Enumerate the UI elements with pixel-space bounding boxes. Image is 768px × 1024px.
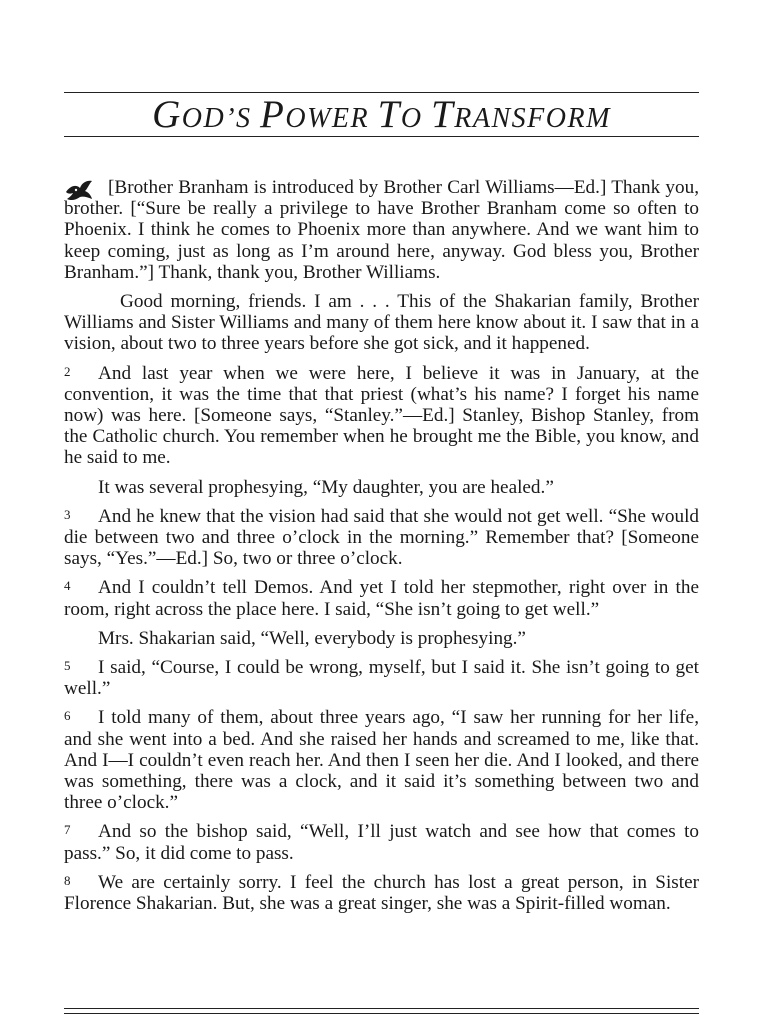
title-part: T [377,93,401,136]
paragraph-numbered: 3 And he knew that the vision had said that she would not get well. “She would die between two and three o’clock in the morning.” Remember that? [Someone says, “Yes.”—Ed.] So, two or three o’clock. [64,505,699,570]
paragraph-text: We are certainly sorry. I feel the church has lost a great person, in Sister Florence Shakarian. But, she was a great singer, she was a Spirit-filled woman. [64,871,699,915]
paragraph-numbered: 4 And I couldn’t tell Demos. And yet I told her stepmother, right over in the room, right across the place here. I said, “She isn’t going to get well.” [64,577,699,620]
paragraph: Good morning, friends. I am . . . This of the Shakarian family, Brother Williams and Sister Williams and many of them here know about it. I saw that in a vision, about two to three years before she got sick, and it happened. [64,291,699,355]
paragraph-numbered: 6 I told many of them, about three years ago, “I saw her running for her life, and she went into a bed. And she raised her hands and screamed to me, like that. And I—I couldn’t even reach her. And then I seen her die. And I looked, and there was something, there was a clock, and it said it’s something between two and three o’clock.” [64,707,699,814]
paragraph-text: And he knew that the vision had said that she would not get well. “She would die between two and three o’clock in the morning.” Remember that? [Someone says, “Yes.”—Ed.] So, two or three o’clock. [64,505,699,570]
title-part: T [431,93,455,136]
title-part: O [400,103,432,134]
paragraph-numbered: 7 And so the bishop said, “Well, I’ll just watch and see how that comes to pass.” So, it did come to pass. [64,821,699,864]
dove-icon [64,178,94,204]
title-part: G [152,93,182,136]
opening-paragraph [64,177,699,283]
paragraph: Mrs. Shakarian said, “Well, everybody is prophesying.” [98,627,526,649]
title-part: OD’S [181,103,261,134]
title-bottom-rule [64,136,699,137]
paragraph-numbered: 8 We are certainly sorry. I feel the church has lost a great person, in Sister Florence Shakarian. But, she was a great singer, she was a Spirit-filled woman. [64,871,699,915]
paragraph-text: And last year when we were here, I believe it was in January, at the convention, it was the time that that priest (what’s his name? I forget his name now) was here. [Someone says, “Stanley.”—Ed.] Stanley, Bishop Stanley, from the Catholic church. You remember when he brought me the Bible, you know, and he said to me. [64,362,699,469]
footer-rules [64,1008,699,1014]
document-body [64,177,699,914]
title-part: P [260,93,286,136]
paragraph-text: And so the bishop said, “Well, I’ll just watch and see how that comes to pass.” So, it did come to pass. [64,821,699,864]
paragraph: [Brother Branham is introduced by Brother Carl Williams—Ed.] Thank you, brother. [“Sure be really a privilege to have Brother Branham come so often to Phoenix. I think he comes to Phoenix more than anywhere. And we want him to keep coming, just as long as I’m around here, anyway. God bless you, Brother Branham.”] Thank, thank you, Brother Williams. [64,177,699,283]
paragraph-text: I told many of them, about three years ago, “I saw her running for her life, and she went into a bed. And she raised her hands and screamed to me, like that. And I—I couldn’t even reach her. And then I seen her die. And I looked, and there was something, there was a clock, and it said it’s something between two and three o’clock.” [64,707,699,814]
paragraph-text: I said, “Course, I could be wrong, myself, but I said it. She isn’t going to get well.” [64,657,699,700]
page-title [64,93,699,138]
footer-rule [64,1008,699,1009]
paragraph: It was several prophesying, “My daughter, you are healed.” [98,476,554,498]
title-part: RANSFORM [454,103,611,134]
title-part: OWER [285,103,378,134]
paragraph-text: And I couldn’t tell Demos. And yet I told her stepmother, right over in the room, right across the place here. I said, “She isn’t going to get well.” [64,577,699,620]
paragraph-numbered: 2 And last year when we were here, I believe it was in January, at the convention, it was the time that that priest (what’s his name? I forget his name now) was here. [Someone says, “Stanley.”—Ed.] Stanley, Bishop Stanley, from the Catholic church. You remember when he brought me the Bible, you know, and he said to me. [64,362,699,469]
footer-rule [64,1013,699,1014]
paragraph-numbered: 5 I said, “Course, I could be wrong, myself, but I said it. She isn’t going to get well.” [64,657,699,700]
